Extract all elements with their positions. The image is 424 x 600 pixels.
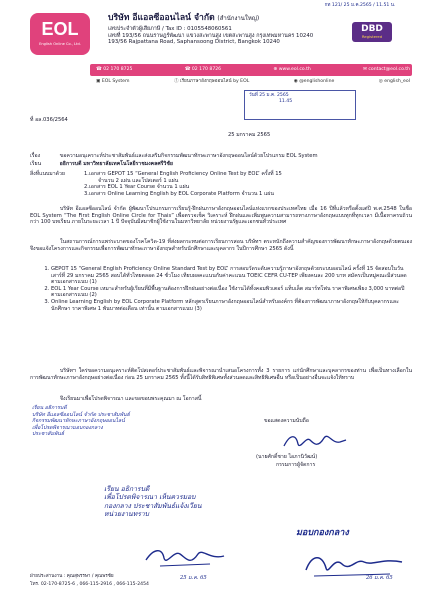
note-pr-line: เพื่อโปรดพิจารณามอบกองกลาง <box>32 424 103 431</box>
eol-logo <box>30 13 90 55</box>
body-paragraph-1: บริษัท อีแอลซีออนไลน์ จำกัด ผู้พัฒนาโปรแกรมการเรียนรู้-ฝึกฝนภาษาอังกฤษออนไลน์แห่งแรกของประเทศไทย เมื่อ 16 ปีที่แล้วหรือตั้งแต่ปี พ.ศ.2548 ในชื่อ EOL System “The First English Online Circle for Thais” เพื่อตรวจเช็ค วิเคราะห์ ฝึกฝนและเพิ่มพูนความสามารถทางภาษาอังกฤษแบบทุกที่ทุกเวลา มีเนื้อหาครบถ้วนกว่า 100 บทเรียน ภายในระยะเวลา 1 ปี ปัจจุบันมีสมาชิกผู้ใช้งานในมหาวิทยาลัย หน่วยงานรัฐและเอกชนทั่วประเทศ <box>30 206 412 226</box>
dbd-badge <box>352 22 392 42</box>
program-item-1-year-course: 2. EOL 1 Year Course เหมาะสำหรับผู้เรียนที่มีพื้นฐานต้องการฝึกฝนอย่างต่อเนื่อง ใช้งานได้ทั้งคอมพิวเตอร์ แท็บเล็ต สมาร์ทโฟน ราคาพิเศษเพียง 3,000 บาทต่อปี ตามเอกสารแนบ (2) <box>51 286 412 299</box>
attachment-item: จำนวน 2 แผ่น และโปสเตอร์ 1 แผ่น <box>98 177 179 184</box>
attachment-item: 2.เอกสาร EOL 1 Year Course จำนวน 1 แผ่น <box>84 184 190 191</box>
note-right-date: 26 ม.ค. 65 <box>366 575 393 581</box>
company-name: บริษัท อีแอลซีออนไลน์ จำกัด <box>108 13 215 23</box>
receipt-stamp <box>300 3 420 9</box>
to-row <box>30 161 410 168</box>
body-paragraph-2: ในสถานการณ์การแพร่ระบาดของโรคโควิด-19 ที่ส่งผลกระทบต่อการเรียนการสอน บริษัทฯ ตระหนักถึงความสำคัญของการพัฒนาทักษะภาษาอังกฤษด้วยตนเอง จึงขอแจ้งโครงการและกิจกรรมเพื่อการพัฒนาทักษะภาษาอังกฤษสำหรับนักศึกษาและบุคลากร ในปีการศึกษา 2565 ดังนี้ <box>30 239 412 252</box>
dbd-text: DBD <box>361 24 383 34</box>
note-center-line: เรียน อธิการบดี <box>104 485 150 493</box>
note-center-line: หน่วยงานทราบ <box>104 510 149 519</box>
program-item-corporate: 3. Online Learning English by EOL Corporate Platform หลักสูตรเรียนภาษาอังกฤษออนไลน์สำหรับองค์กร ที่ต้องการพัฒนาภาษาอังกฤษให้กับบุคลากรและนักศึกษา ราคาพิเศษ 1 พันบาทต่อเดือน เท่านั้น ตามเอกสารแนบ (3) <box>51 299 412 312</box>
instagram-link[interactable]: ◎ english_eol <box>378 79 410 84</box>
signature-md <box>280 430 350 452</box>
website-link[interactable]: ⊕ www.eol.co.th <box>273 67 311 72</box>
receipt-text: กท 121/ 25 ม.ค.2565 / 11.51 น. <box>324 3 396 8</box>
note-pr-line: เรียน อธิการบดี <box>32 405 67 411</box>
doc-number: ที่ อล.036/2564 <box>30 117 68 123</box>
company-address-en: 193/56 Rajpattana Road, Saphansoong District, Bangkok 10240 <box>108 39 280 46</box>
note-pr-line: บริษัท อีแอลซีออนไลน์ จำกัด ประชาสัมพันธ์ <box>32 411 130 418</box>
subject-text: ขอความอนุเคราะห์ประชาสัมพันธ์และส่งเสริมกิจกรรมพัฒนาทักษะภาษาอังกฤษออนไลน์ด้วยโปรแกรม EOL System <box>59 153 318 159</box>
company-branch: (สำนักงานใหญ่) <box>217 15 260 22</box>
eol-logo-sub: English Online Co., Ltd. <box>39 42 81 46</box>
attachments-list <box>84 171 414 197</box>
footer-coordinator: ฝ่ายประสานงาน : คุณสุพรรษา / คุณพรชัย <box>30 574 114 579</box>
received-doc-stamp <box>244 90 356 120</box>
doc-date: 25 มกราคม 2565 <box>228 132 271 138</box>
note-center-line: เพื่อโปรดพิจารณา เห็นควรมอบ <box>104 493 196 502</box>
note-center-line: กองกลาง ประชาสัมพันธ์แจ้งเวียน <box>104 501 202 510</box>
contact-row-2 <box>96 79 410 85</box>
phone-1[interactable]: ☎ 02 170 8725 <box>96 67 133 72</box>
subject-label: เรื่อง <box>30 153 41 159</box>
closing-text: ขอแสดงความนับถือ <box>264 418 309 424</box>
program-item-gepot: 1. GEPOT 15 “General English Proficiency Online Standard Test by EOL” การสอบวัดระดับความรู้ภาษาอังกฤษด้วยระบบออนไลน์ ครั้งที่ 15 จัดสอบในวันเสาร์ที่ 29 มกราคม 2565 สอบได้ทั่วไทยตลอด 24 ชั่วโมง เทียบผลคะแนนกับค่าคะแนน TOEIC CEFR CU-TEP เพียงคนละ 200 บาท สมัครเป็นหมู่คณะมีส่วนลด ตามเอกสารแนบ (1) <box>51 266 412 286</box>
dbd-sub: Registered <box>361 34 383 39</box>
company-name-line <box>108 13 328 24</box>
attachment-item: 1.เอกสาร GEPOT 15 “General English Proficiency Online Test by EOL” ครั้งที่ 15 <box>84 171 282 177</box>
company-header <box>108 13 328 46</box>
note-pr-line: ประชาสัมพันธ์ <box>32 431 65 438</box>
email-link[interactable]: ✉ contact@eol.co.th <box>363 67 410 72</box>
company-tax-id: เลขประจำตัวผู้เสียภาษี / Tax ID : 0105548060561 <box>108 26 232 32</box>
to-label: เรียน <box>30 161 42 167</box>
contact-row-1 <box>96 67 410 73</box>
to-text: อธิการบดี มหาวิทยาลัยเทคโนโลยีราชมงคลศรีวิชัย <box>59 161 173 167</box>
signer-title: กรรมการผู้จัดการ <box>276 462 316 468</box>
signer-name: (นายศักดิ์ชาย ไอภานิวัฒน์) <box>256 454 318 460</box>
body-paragraph-3: บริษัทฯ ใคร่ขอความอนุเคราะห์ติดโปสเตอร์ประชาสัมพันธ์และพิจารณานำเสนอโครงการทั้ง 3 รายการ แก่นักศึกษาและบุคลากรของท่าน เพื่อเป็นทางเลือกในการพัฒนาทักษะภาษาอังกฤษอย่างต่อเนื่อง ก่อน 25 มกราคม 2565 ทั้งนี้ได้รับสิทธิพิเศษทั้งส่วนลดและสิทธิพิเศษอื่น หรือเป็นอย่างอื่นจะแจ้งให้ทราบ <box>30 368 412 381</box>
handwritten-note-right: มอบกองกลาง <box>296 528 349 538</box>
attachments-label: สิ่งที่แนบมาด้วย <box>30 171 65 177</box>
signature-center <box>140 540 230 574</box>
note-center-date: 25 ม.ค. 65 <box>180 575 207 581</box>
footer-phone: โทร. 02-170-8725-6 , 066-115-2916 , 066-115-2454 <box>30 582 149 587</box>
signature-right <box>300 548 410 582</box>
handwritten-note-center <box>104 485 284 519</box>
received-date: วันที่ 25 ม.ค. 2565 <box>249 93 289 98</box>
body-paragraph-4: จึงเรียนมาเพื่อโปรดพิจารณา และขอขอบพระคุณมา ณ โอกาสนี้ <box>60 396 202 402</box>
program-list <box>40 266 412 312</box>
attachment-item: 3.เอกสาร Online Learning English by EOL Corporate Platform จำนวน 1 แผ่น <box>84 190 274 197</box>
phone-2[interactable]: ☎ 02 170 8726 <box>184 67 222 72</box>
note-pr-line: กิจกรรมพัฒนาทักษะภาษาอังกฤษออนไลน์ <box>32 418 125 425</box>
facebook-link[interactable]: ⓕ เรียนภาษาอังกฤษออนไลน์ by EOL <box>173 79 250 84</box>
company-address-th: เลขที่ 193/56 ถนนราษฎร์พัฒนา แขวงสะพานสูง เขตสะพานสูง กรุงเทพมหานคร 10240 <box>108 32 314 39</box>
line-link[interactable]: ◉ @englishonline <box>293 79 335 84</box>
eol-system-link[interactable]: ▣ EOL System <box>96 79 130 84</box>
eol-logo-text: EOL <box>41 19 79 39</box>
handwritten-note-pr <box>32 405 202 438</box>
received-time: 11.45 <box>279 99 293 105</box>
subject-row <box>30 153 410 160</box>
